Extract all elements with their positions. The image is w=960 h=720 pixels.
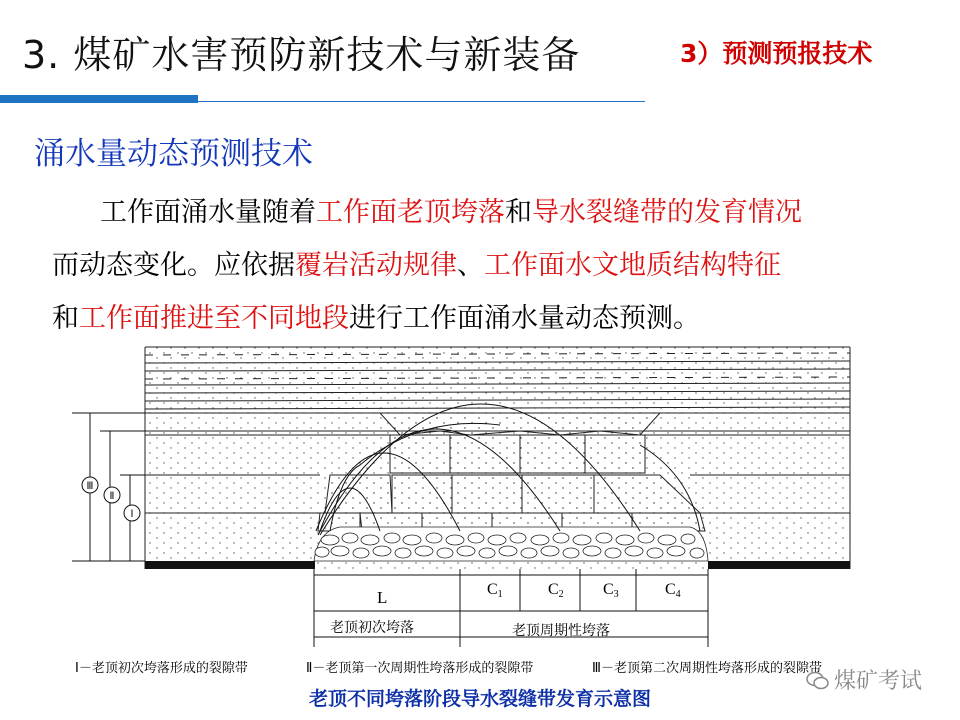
label-C3: C3 — [603, 581, 619, 600]
section-heading: 涌水量动态预测技术 — [34, 136, 313, 172]
legend-item-II: Ⅱ－老顶第一次周期性垮落形成的裂隙带 — [306, 661, 534, 676]
paragraph-line-1 — [100, 190, 802, 229]
rubble-zone — [314, 527, 708, 561]
paragraph-line-3 — [52, 296, 700, 335]
coal-seam-left — [145, 561, 315, 569]
watermark — [806, 664, 922, 695]
title-underline-accent — [0, 95, 198, 103]
marker-I: Ⅰ — [130, 509, 134, 520]
wechat-icon — [806, 671, 830, 691]
text-segment: 而动态变化。应依据 — [52, 250, 295, 281]
figure-caption: 老顶不同垮落阶段导水裂缝带发育示意图 — [308, 688, 651, 710]
marker-II: Ⅱ — [109, 491, 115, 502]
slide-subtitle: 3）预测预报技术 — [680, 39, 873, 68]
label-C1: C1 — [487, 581, 503, 600]
label-periodic-caving: 老顶周期性垮落 — [512, 623, 610, 639]
height-markers — [82, 477, 140, 521]
watermark-text: 煤矿考试 — [834, 669, 923, 694]
highlight-segment: 工作面水文地质结构特征 — [484, 250, 781, 281]
slide-title: 3. 煤矿水害预防新技术与新装备 — [22, 33, 581, 77]
text-segment: 和 — [52, 303, 79, 334]
text-segment: 工作面涌水量随着 — [100, 197, 316, 228]
label-C4: C4 — [665, 581, 681, 600]
label-L: L — [377, 588, 388, 607]
text-segment: 进行工作面涌水量动态预测。 — [349, 303, 700, 334]
highlight-segment: 工作面推进至不同地段 — [79, 303, 349, 334]
legend-item-III: Ⅲ－老顶第二次周期性垮落形成的裂隙带 — [592, 661, 822, 676]
title-underline — [198, 101, 645, 102]
fracture-zone-diagram — [0, 335, 960, 695]
legend-item-I: Ⅰ－老顶初次垮落形成的裂隙带 — [75, 661, 248, 676]
label-initial-caving: 老顶初次垮落 — [330, 620, 414, 636]
coal-seam-right — [708, 561, 850, 569]
text-segment: 、 — [457, 250, 484, 281]
label-C2: C2 — [548, 581, 564, 600]
paragraph-line-2 — [52, 243, 781, 282]
highlight-segment: 导水裂缝带的发育情况 — [532, 197, 802, 228]
marker-III: Ⅲ — [86, 481, 94, 492]
highlight-segment: 工作面老顶垮落 — [316, 197, 505, 228]
highlight-segment: 覆岩活动规律 — [295, 250, 457, 281]
text-segment: 和 — [505, 197, 532, 228]
